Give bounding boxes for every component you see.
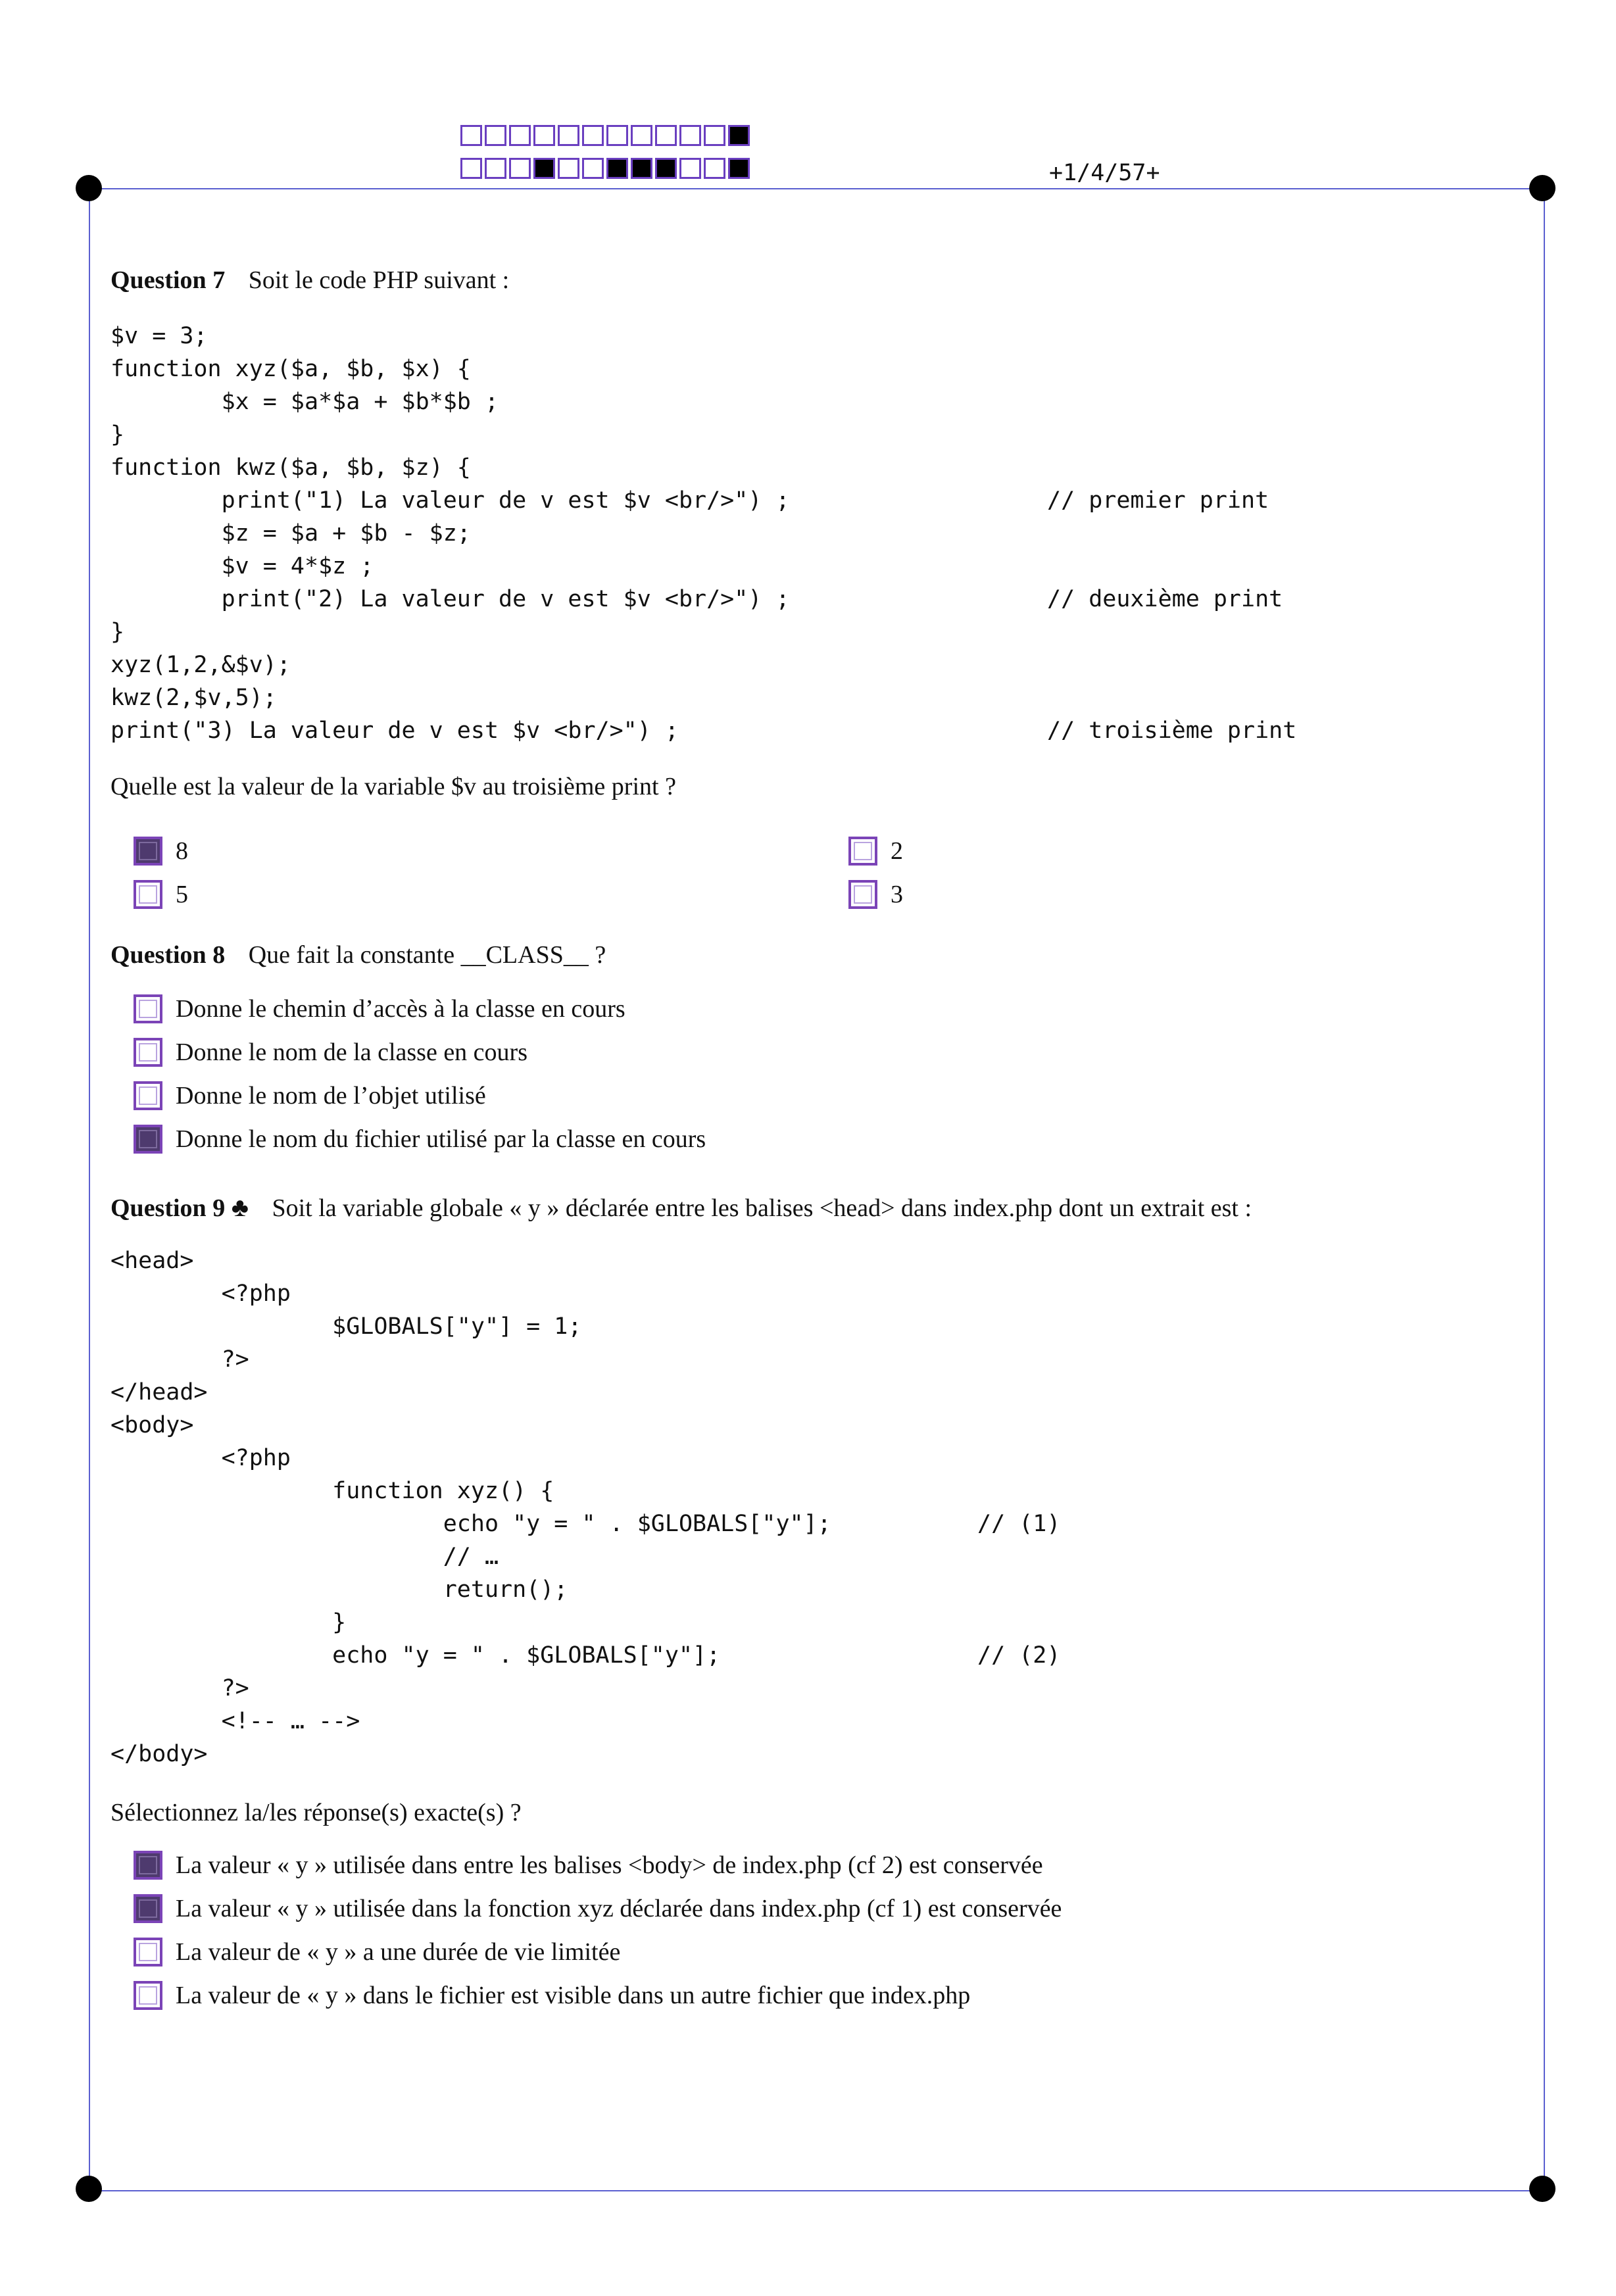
code-text: <head> [110, 1248, 194, 1274]
code-line [110, 1705, 831, 1738]
barcode-cell [533, 158, 555, 179]
code-line [110, 550, 790, 583]
q9-option-3[interactable] [134, 1938, 620, 1966]
code-text: <?php [110, 1281, 291, 1307]
code-comment: // troisième print [1047, 718, 1297, 744]
barcode-cell [606, 125, 628, 146]
corner-mark-bottom-left [76, 2176, 102, 2202]
option-label: Donne le nom de la classe en cours [176, 1038, 527, 1066]
code-text: </body> [110, 1741, 208, 1767]
code-text: print("1) La valeur de v est $v <br/>") ; [110, 487, 790, 514]
option-label: 8 [176, 837, 188, 865]
barcode-cell [728, 125, 750, 146]
q9-option-2[interactable] [134, 1894, 1062, 1923]
code-text: <?php [110, 1445, 291, 1471]
code-text: // … [110, 1544, 499, 1570]
code-text: echo "y = " . $GLOBALS["y"]; [110, 1511, 831, 1537]
code-line [110, 1277, 831, 1310]
barcode-bottom [460, 158, 752, 179]
multiple-answer-club-icon: ♣ [231, 1192, 249, 1222]
barcode-cell [655, 125, 677, 146]
code-text: ?> [110, 1675, 249, 1701]
code-text: </head> [110, 1379, 208, 1405]
checkbox[interactable] [134, 1851, 162, 1880]
q9-code-block [110, 1244, 1061, 1771]
q7-title: Question 7 [110, 266, 226, 294]
code-line [110, 648, 790, 681]
code-line [110, 616, 790, 648]
option-label: Donne le chemin d’accès à la classe en cours [176, 995, 625, 1023]
barcode-cell [704, 158, 725, 179]
code-line [110, 1343, 831, 1376]
code-line [110, 1639, 1061, 1672]
checkbox[interactable] [134, 880, 162, 909]
code-line [110, 1672, 831, 1705]
code-text: function xyz() { [110, 1478, 554, 1504]
code-text: <!-- … --> [110, 1708, 360, 1734]
barcode-cell [655, 158, 677, 179]
code-text: $v = 3; [110, 323, 208, 349]
code-line [110, 1540, 831, 1573]
corner-mark-top-left [76, 175, 102, 201]
q9-title: Question 9 [110, 1194, 226, 1222]
code-line [110, 517, 790, 550]
q7-code-block [110, 320, 1297, 747]
code-line [110, 1310, 831, 1343]
checkbox[interactable] [134, 1894, 162, 1923]
code-text: $GLOBALS["y"] = 1; [110, 1313, 582, 1340]
option-label: La valeur de « y » dans le fichier est visible dans un autre fichier que index.php [176, 1982, 971, 2009]
option-label: Donne le nom de l’objet utilisé [176, 1082, 486, 1110]
checkbox[interactable] [848, 837, 877, 866]
code-line [110, 353, 790, 385]
barcode-cell [704, 125, 725, 146]
barcode-cell [460, 158, 482, 179]
q7-question: Quelle est la valeur de la variable $v au troisième print ? [110, 773, 676, 800]
checkbox[interactable] [134, 994, 162, 1023]
code-line [110, 1606, 831, 1639]
barcode-cell [728, 158, 750, 179]
code-line [110, 1573, 831, 1606]
code-line [110, 681, 790, 714]
q9-header [110, 1192, 1252, 1223]
option-label: La valeur « y » utilisée dans entre les balises <body> de index.php (cf 2) est conservée [176, 1851, 1043, 1879]
q7-option-8[interactable] [134, 837, 188, 866]
q9-question: Sélectionnez la/les réponse(s) exacte(s) ? [110, 1799, 522, 1826]
code-line [110, 1507, 1061, 1540]
code-comment: // (1) [977, 1511, 1061, 1537]
barcode-cell [485, 158, 506, 179]
code-line [110, 1409, 831, 1442]
q8-option-2[interactable] [134, 1038, 527, 1067]
barcode-cell [631, 125, 652, 146]
q7-header [110, 266, 509, 295]
code-line [110, 320, 790, 353]
code-text: print("2) La valeur de v est $v <br/>") ; [110, 586, 790, 612]
barcode-cell [485, 125, 506, 146]
checkbox[interactable] [134, 1981, 162, 2010]
code-line [110, 1376, 831, 1409]
barcode-cell [679, 125, 701, 146]
q7-option-5[interactable] [134, 880, 188, 909]
code-text: } [110, 422, 125, 448]
option-label: 3 [891, 881, 903, 908]
code-text: $x = $a*$a + $b*$b ; [110, 389, 499, 415]
barcode-cell [558, 125, 579, 146]
code-text: function kwz($a, $b, $z) { [110, 454, 471, 481]
code-text: $z = $a + $b - $z; [110, 520, 471, 547]
barcode-cell [460, 125, 482, 146]
q7-option-2[interactable] [848, 837, 903, 866]
q8-option-3[interactable] [134, 1081, 486, 1110]
barcode-cell [509, 158, 531, 179]
barcode-cell [533, 125, 555, 146]
q9-option-4[interactable] [134, 1981, 970, 2010]
q8-header [110, 940, 606, 969]
code-line [110, 451, 790, 484]
code-text: ?> [110, 1346, 249, 1373]
code-line [110, 418, 790, 451]
q8-option-4[interactable] [134, 1125, 706, 1154]
q7-option-3[interactable] [848, 880, 903, 909]
code-text: } [110, 619, 125, 645]
corner-mark-top-right [1529, 175, 1555, 201]
barcode-cell [582, 125, 604, 146]
code-line [110, 1244, 831, 1277]
code-text: kwz(2,$v,5); [110, 685, 277, 711]
code-text: <body> [110, 1412, 194, 1438]
barcode-cell [606, 158, 628, 179]
code-text: } [110, 1609, 347, 1636]
barcode-cell [679, 158, 701, 179]
option-label: 5 [176, 881, 188, 908]
code-line [110, 1475, 831, 1507]
code-text: $v = 4*$z ; [110, 553, 374, 579]
barcode-cell [631, 158, 652, 179]
code-comment: // deuxième print [1047, 586, 1283, 612]
checkbox[interactable] [134, 1938, 162, 1966]
checkbox[interactable] [134, 1081, 162, 1110]
checkbox[interactable] [134, 1125, 162, 1154]
q8-prompt: Que fait la constante __CLASS__ ? [248, 941, 606, 969]
code-line [110, 1738, 831, 1771]
code-text: echo "y = " . $GLOBALS["y"]; [110, 1642, 721, 1669]
code-line [110, 484, 1269, 517]
barcode-top [460, 125, 752, 146]
option-label: 2 [891, 837, 903, 865]
checkbox[interactable] [134, 1038, 162, 1067]
q9-prompt: Soit la variable globale « y » déclarée entre les balises <head> dans index.php dont un extrait est : [272, 1194, 1252, 1222]
code-text: function xyz($a, $b, $x) { [110, 356, 471, 382]
code-line [110, 1442, 831, 1475]
code-line [110, 583, 1283, 616]
q7-prompt: Soit le code PHP suivant : [248, 266, 510, 294]
code-line [110, 714, 1297, 747]
code-text: xyz(1,2,&$v); [110, 652, 291, 678]
checkbox[interactable] [134, 837, 162, 866]
option-label: La valeur de « y » a une durée de vie limitée [176, 1938, 621, 1966]
q8-option-1[interactable] [134, 994, 625, 1023]
corner-mark-bottom-right [1529, 2176, 1555, 2202]
option-label: La valeur « y » utilisée dans la fonction xyz déclarée dans index.php (cf 1) est conservée [176, 1895, 1062, 1922]
checkbox[interactable] [848, 880, 877, 909]
barcode-cell [558, 158, 579, 179]
option-label: Donne le nom du fichier utilisé par la classe en cours [176, 1125, 706, 1153]
code-comment: // (2) [977, 1642, 1061, 1669]
code-line [110, 385, 790, 418]
barcode-cell [509, 125, 531, 146]
q9-option-1[interactable] [134, 1851, 1043, 1880]
page-code: +1/4/57+ [1049, 160, 1160, 186]
code-comment: // premier print [1047, 487, 1269, 514]
barcode-cell [582, 158, 604, 179]
code-text: print("3) La valeur de v est $v <br/>") ; [110, 718, 679, 744]
q8-title: Question 8 [110, 941, 226, 969]
code-text: return(); [110, 1576, 568, 1603]
